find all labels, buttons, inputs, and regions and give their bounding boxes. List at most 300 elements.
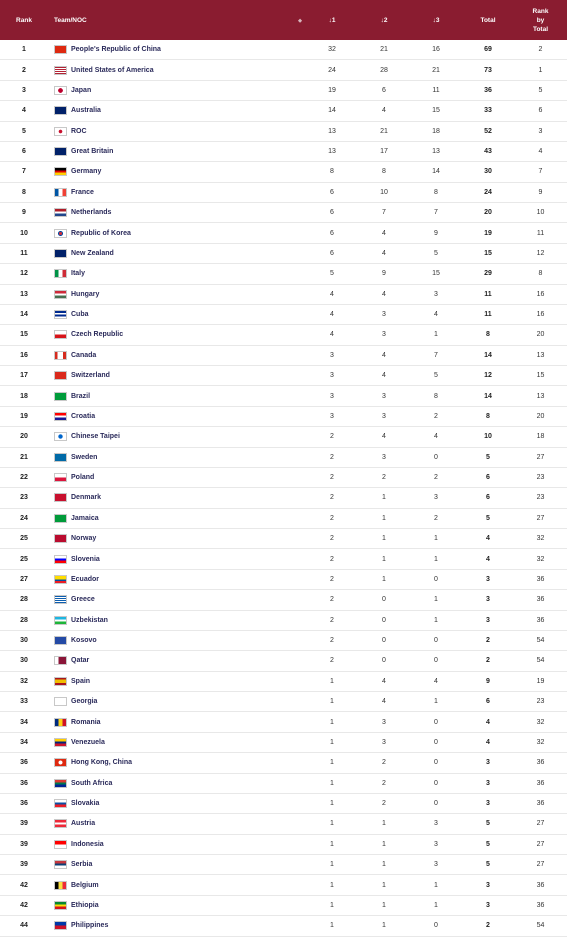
team-name-link[interactable]: Great Britain — [71, 148, 114, 156]
cell-silver: 3 — [358, 304, 410, 324]
cell-team[interactable] — [48, 203, 306, 223]
cuba-flag-icon — [54, 310, 67, 319]
table-row[interactable] — [0, 855, 567, 875]
team-name-link[interactable]: France — [71, 188, 94, 196]
header-rank-by-total[interactable] — [514, 0, 567, 40]
cell-rank: 16 — [0, 345, 48, 365]
cell-gold: 8 — [306, 162, 358, 182]
cell-team[interactable] — [48, 447, 306, 467]
cell-total: 30 — [462, 162, 514, 182]
cell-total: 5 — [462, 447, 514, 467]
header-rank-label: Rank — [16, 16, 32, 24]
table-row[interactable] — [0, 243, 567, 263]
team-name-link[interactable]: Croatia — [71, 412, 96, 420]
indonesia-flag-icon — [54, 840, 67, 849]
cell-team[interactable] — [48, 651, 306, 671]
cell-rank: 15 — [0, 325, 48, 345]
cell-total: 2 — [462, 630, 514, 650]
cell-silver: 4 — [358, 692, 410, 712]
cell-team[interactable] — [48, 243, 306, 263]
header-rank[interactable] — [0, 0, 48, 40]
cell-gold: 4 — [306, 284, 358, 304]
cell-rank-by-total: 36 — [514, 610, 567, 630]
cell-gold: 3 — [306, 366, 358, 386]
cell-rank-by-total: 27 — [514, 855, 567, 875]
cell-silver: 0 — [358, 610, 410, 630]
cell-silver: 21 — [358, 40, 410, 60]
cell-silver: 28 — [358, 60, 410, 80]
cell-total: 11 — [462, 304, 514, 324]
cell-team[interactable] — [48, 121, 306, 141]
table-row[interactable] — [0, 447, 567, 467]
cell-gold: 4 — [306, 325, 358, 345]
team-name-link[interactable]: Indonesia — [71, 840, 104, 848]
table-row[interactable] — [0, 467, 567, 487]
cell-rank: 30 — [0, 630, 48, 650]
cell-rank: 2 — [0, 60, 48, 80]
cell-team[interactable] — [48, 60, 306, 80]
team-name-link[interactable]: Cuba — [71, 311, 89, 319]
table-row[interactable] — [0, 366, 567, 386]
cell-gold: 2 — [306, 569, 358, 589]
team-name-link[interactable]: Uzbekistan — [71, 616, 108, 624]
team-name-link[interactable]: Czech Republic — [71, 331, 124, 339]
cell-rank: 34 — [0, 732, 48, 752]
table-row[interactable] — [0, 304, 567, 324]
cell-rank-by-total: 18 — [514, 427, 567, 447]
cell-bronze: 1 — [410, 590, 462, 610]
cell-rank-by-total: 36 — [514, 753, 567, 773]
sort-arrow-icon: ◆ — [298, 18, 302, 24]
cell-silver: 1 — [358, 529, 410, 549]
table-row[interactable] — [0, 590, 567, 610]
cell-bronze: 0 — [410, 753, 462, 773]
header-gold[interactable] — [306, 0, 358, 40]
table-row[interactable] — [0, 182, 567, 202]
header-bronze[interactable] — [410, 0, 462, 40]
cell-silver: 17 — [358, 141, 410, 161]
table-row[interactable] — [0, 630, 567, 650]
cell-gold: 1 — [306, 793, 358, 813]
team-name-link[interactable]: Philippines — [71, 922, 109, 930]
cell-silver: 3 — [358, 712, 410, 732]
team-name-link[interactable]: Romania — [71, 718, 101, 726]
team-name-link[interactable]: Germany — [71, 168, 102, 176]
cell-rank: 39 — [0, 855, 48, 875]
cell-bronze: 5 — [410, 243, 462, 263]
cell-gold: 2 — [306, 447, 358, 467]
cell-team[interactable] — [48, 916, 306, 936]
team-name-link[interactable]: Denmark — [71, 494, 101, 502]
cell-total: 4 — [462, 712, 514, 732]
cell-total: 6 — [462, 488, 514, 508]
team-name-link[interactable]: People's Republic of China — [71, 46, 161, 54]
team-name-link[interactable]: South Africa — [71, 779, 113, 787]
team-name-link[interactable]: Slovakia — [71, 800, 100, 808]
cell-silver: 1 — [358, 895, 410, 915]
cell-silver: 2 — [358, 773, 410, 793]
header-total[interactable] — [462, 0, 514, 40]
cell-bronze: 1 — [410, 692, 462, 712]
cell-rank: 39 — [0, 834, 48, 854]
table-row[interactable] — [0, 773, 567, 793]
table-row[interactable] — [0, 814, 567, 834]
cell-bronze: 16 — [410, 40, 462, 60]
cell-rank-by-total: 36 — [514, 793, 567, 813]
cell-rank-by-total: 13 — [514, 386, 567, 406]
table-row[interactable] — [0, 203, 567, 223]
cell-rank-by-total: 36 — [514, 569, 567, 589]
cell-team[interactable] — [48, 325, 306, 345]
cell-gold: 2 — [306, 529, 358, 549]
team-name-link[interactable]: United States of America — [71, 66, 154, 74]
cell-total: 6 — [462, 692, 514, 712]
cell-bronze: 0 — [410, 651, 462, 671]
team-name-link[interactable]: Ecuador — [71, 575, 100, 583]
cell-rank-by-total: 20 — [514, 406, 567, 426]
gb-flag-icon — [54, 147, 67, 156]
cell-team[interactable] — [48, 427, 306, 447]
cell-rank: 3 — [0, 80, 48, 100]
team-name-link[interactable]: Hong Kong, China — [71, 759, 133, 767]
cell-total: 15 — [462, 243, 514, 263]
cell-team[interactable] — [48, 753, 306, 773]
cell-rank: 19 — [0, 406, 48, 426]
chinese-taipei-flag-icon — [54, 432, 67, 441]
cell-gold: 1 — [306, 834, 358, 854]
team-name-link[interactable]: Serbia — [71, 861, 93, 869]
cell-team[interactable] — [48, 80, 306, 100]
cell-gold: 4 — [306, 304, 358, 324]
table-row[interactable] — [0, 712, 567, 732]
cell-gold: 6 — [306, 223, 358, 243]
cell-gold: 32 — [306, 40, 358, 60]
cell-total: 3 — [462, 793, 514, 813]
cell-rank: 6 — [0, 141, 48, 161]
cell-rank: 27 — [0, 569, 48, 589]
cell-silver: 3 — [358, 447, 410, 467]
denmark-flag-icon — [54, 493, 67, 502]
team-name-link[interactable]: Spain — [71, 677, 91, 685]
cell-total: 3 — [462, 895, 514, 915]
cell-silver: 4 — [358, 101, 410, 121]
table-row[interactable] — [0, 569, 567, 589]
cell-rank: 24 — [0, 508, 48, 528]
cell-rank-by-total: 36 — [514, 875, 567, 895]
cell-team[interactable] — [48, 610, 306, 630]
cell-gold: 1 — [306, 814, 358, 834]
cell-total: 19 — [462, 223, 514, 243]
cell-team[interactable] — [48, 366, 306, 386]
cell-bronze: 7 — [410, 345, 462, 365]
cell-bronze: 2 — [410, 508, 462, 528]
jamaica-flag-icon — [54, 514, 67, 523]
cell-team[interactable] — [48, 630, 306, 650]
cell-total: 14 — [462, 345, 514, 365]
croatia-flag-icon — [54, 412, 67, 421]
team-name-link[interactable]: New Zealand — [71, 249, 114, 257]
cell-bronze: 9 — [410, 223, 462, 243]
table-row[interactable] — [0, 916, 567, 936]
cell-bronze: 1 — [410, 325, 462, 345]
table-row[interactable] — [0, 80, 567, 100]
table-row[interactable] — [0, 671, 567, 691]
cell-team[interactable] — [48, 467, 306, 487]
cell-rank-by-total: 10 — [514, 203, 567, 223]
cell-team[interactable] — [48, 793, 306, 813]
cell-rank-by-total: 54 — [514, 651, 567, 671]
team-name-link[interactable]: Austria — [71, 820, 96, 828]
table-header-row — [0, 0, 567, 40]
cell-rank: 4 — [0, 101, 48, 121]
team-name-link[interactable]: Belgium — [71, 881, 99, 889]
cell-team[interactable] — [48, 712, 306, 732]
cell-silver: 0 — [358, 630, 410, 650]
cell-bronze: 0 — [410, 916, 462, 936]
team-name-link[interactable]: Canada — [71, 351, 97, 359]
cell-team[interactable] — [48, 406, 306, 426]
cell-bronze: 14 — [410, 162, 462, 182]
team-name-link[interactable]: Switzerland — [71, 372, 110, 380]
table-row[interactable] — [0, 40, 567, 60]
team-name-link[interactable]: ROC — [71, 127, 87, 135]
cell-gold: 3 — [306, 345, 358, 365]
table-row[interactable] — [0, 875, 567, 895]
table-row[interactable] — [0, 121, 567, 141]
cell-rank-by-total: 27 — [514, 814, 567, 834]
china-flag-icon — [54, 45, 67, 54]
team-name-link[interactable]: Ethiopia — [71, 901, 99, 909]
cell-rank-by-total: 32 — [514, 712, 567, 732]
cell-team[interactable] — [48, 875, 306, 895]
cell-total: 29 — [462, 264, 514, 284]
cell-rank: 8 — [0, 182, 48, 202]
cell-rank-by-total: 5 — [514, 80, 567, 100]
table-row[interactable] — [0, 325, 567, 345]
cell-bronze: 2 — [410, 467, 462, 487]
cell-team[interactable] — [48, 814, 306, 834]
cell-team[interactable] — [48, 549, 306, 569]
cell-total: 4 — [462, 732, 514, 752]
cell-rank: 9 — [0, 203, 48, 223]
table-row[interactable] — [0, 162, 567, 182]
cell-rank-by-total: 3 — [514, 121, 567, 141]
cell-rank: 32 — [0, 671, 48, 691]
cell-silver: 1 — [358, 855, 410, 875]
cell-rank: 30 — [0, 651, 48, 671]
table-row[interactable] — [0, 651, 567, 671]
cell-rank: 22 — [0, 467, 48, 487]
table-row[interactable] — [0, 101, 567, 121]
team-name-link[interactable]: Hungary — [71, 290, 100, 298]
cell-team[interactable] — [48, 855, 306, 875]
cell-team[interactable] — [48, 508, 306, 528]
cell-silver: 4 — [358, 284, 410, 304]
cell-bronze: 3 — [410, 284, 462, 304]
cell-team[interactable] — [48, 162, 306, 182]
table-row[interactable] — [0, 732, 567, 752]
cell-gold: 3 — [306, 386, 358, 406]
table-row[interactable] — [0, 345, 567, 365]
cell-team[interactable] — [48, 264, 306, 284]
team-name-link[interactable]: Venezuela — [71, 738, 105, 746]
cell-rank-by-total: 23 — [514, 488, 567, 508]
team-name-link[interactable]: Brazil — [71, 392, 91, 400]
cell-team[interactable] — [48, 182, 306, 202]
cell-team[interactable] — [48, 284, 306, 304]
cell-rank-by-total: 27 — [514, 508, 567, 528]
cell-rank: 23 — [0, 488, 48, 508]
table-row[interactable] — [0, 793, 567, 813]
cell-total: 3 — [462, 875, 514, 895]
table-row[interactable] — [0, 60, 567, 80]
table-row[interactable] — [0, 895, 567, 915]
cell-bronze: 1 — [410, 529, 462, 549]
table-row[interactable] — [0, 264, 567, 284]
cell-silver: 4 — [358, 243, 410, 263]
belgium-flag-icon — [54, 881, 67, 890]
netherlands-flag-icon — [54, 208, 67, 217]
korea-flag-icon — [54, 229, 67, 238]
team-name-link[interactable]: Slovenia — [71, 555, 100, 563]
brazil-flag-icon — [54, 392, 67, 401]
header-rbt-line2: by — [536, 16, 545, 24]
team-name-link[interactable]: Kosovo — [71, 637, 97, 645]
hungary-flag-icon — [54, 290, 67, 299]
cell-gold: 2 — [306, 488, 358, 508]
cell-team[interactable] — [48, 304, 306, 324]
cell-team[interactable] — [48, 732, 306, 752]
table-row[interactable] — [0, 488, 567, 508]
cell-team[interactable] — [48, 529, 306, 549]
table-row[interactable] — [0, 406, 567, 426]
cell-rank: 44 — [0, 916, 48, 936]
cell-gold: 2 — [306, 630, 358, 650]
table-row[interactable] — [0, 427, 567, 447]
cell-rank-by-total: 32 — [514, 732, 567, 752]
table-row[interactable] — [0, 141, 567, 161]
header-team[interactable] — [48, 0, 306, 40]
table-row[interactable] — [0, 223, 567, 243]
cell-team[interactable] — [48, 590, 306, 610]
cell-rank-by-total: 36 — [514, 895, 567, 915]
cell-team[interactable] — [48, 141, 306, 161]
table-row[interactable] — [0, 508, 567, 528]
header-rbt-line1: Rank — [532, 7, 549, 15]
cell-gold: 6 — [306, 203, 358, 223]
cell-rank: 28 — [0, 610, 48, 630]
usa-flag-icon — [54, 66, 67, 75]
table-row[interactable] — [0, 529, 567, 549]
cell-bronze: 3 — [410, 834, 462, 854]
team-name-link[interactable]: Jamaica — [71, 514, 99, 522]
team-name-link[interactable]: Sweden — [71, 453, 98, 461]
cell-team[interactable] — [48, 895, 306, 915]
table-row[interactable] — [0, 386, 567, 406]
team-name-link[interactable]: Georgia — [71, 698, 98, 706]
team-name-link[interactable]: Chinese Taipei — [71, 433, 120, 441]
cell-team[interactable] — [48, 40, 306, 60]
table-row[interactable] — [0, 284, 567, 304]
cell-gold: 3 — [306, 406, 358, 426]
team-name-link[interactable]: Republic of Korea — [71, 229, 131, 237]
cell-bronze: 1 — [410, 610, 462, 630]
team-name-link[interactable]: Italy — [71, 270, 86, 278]
team-name-link[interactable]: Netherlands — [71, 209, 112, 217]
sweden-flag-icon — [54, 453, 67, 462]
cell-rank: 28 — [0, 590, 48, 610]
cell-team[interactable] — [48, 692, 306, 712]
cell-silver: 3 — [358, 325, 410, 345]
cell-team[interactable] — [48, 488, 306, 508]
cell-rank-by-total: 13 — [514, 345, 567, 365]
uzbekistan-flag-icon — [54, 616, 67, 625]
cell-rank-by-total: 16 — [514, 304, 567, 324]
new-zealand-flag-icon — [54, 249, 67, 258]
cell-total: 10 — [462, 427, 514, 447]
cell-bronze: 3 — [410, 488, 462, 508]
cell-silver: 1 — [358, 508, 410, 528]
team-name-link[interactable]: Australia — [71, 107, 101, 115]
table-row[interactable] — [0, 753, 567, 773]
cell-rank: 25 — [0, 549, 48, 569]
cell-total: 43 — [462, 141, 514, 161]
table-row[interactable] — [0, 834, 567, 854]
cell-team[interactable] — [48, 345, 306, 365]
table-row[interactable] — [0, 549, 567, 569]
cell-team[interactable] — [48, 671, 306, 691]
cell-total: 3 — [462, 610, 514, 630]
team-name-link[interactable]: Norway — [71, 535, 97, 543]
qatar-flag-icon — [54, 656, 67, 665]
roc-flag-icon — [54, 127, 67, 136]
cell-team[interactable] — [48, 101, 306, 121]
cell-team[interactable] — [48, 569, 306, 589]
table-row[interactable] — [0, 610, 567, 630]
cell-gold: 1 — [306, 855, 358, 875]
cell-bronze: 15 — [410, 264, 462, 284]
cell-silver: 2 — [358, 467, 410, 487]
header-gold-label: ↓1 — [328, 16, 336, 24]
cell-silver: 4 — [358, 345, 410, 365]
team-name-link[interactable]: Japan — [71, 86, 92, 94]
cell-team[interactable] — [48, 834, 306, 854]
team-name-link[interactable]: Qatar — [71, 657, 90, 665]
cell-bronze: 1 — [410, 549, 462, 569]
cell-team[interactable] — [48, 773, 306, 793]
team-name-link[interactable]: Greece — [71, 596, 95, 604]
cell-rank-by-total: 15 — [514, 366, 567, 386]
cell-gold: 2 — [306, 549, 358, 569]
table-row[interactable] — [0, 692, 567, 712]
cell-silver: 7 — [358, 203, 410, 223]
cell-team[interactable] — [48, 386, 306, 406]
greece-flag-icon — [54, 595, 67, 604]
cell-team[interactable] — [48, 223, 306, 243]
cell-bronze: 0 — [410, 732, 462, 752]
ecuador-flag-icon — [54, 575, 67, 584]
header-silver[interactable] — [358, 0, 410, 40]
team-name-link[interactable]: Poland — [71, 474, 95, 482]
cell-gold: 13 — [306, 121, 358, 141]
cell-rank-by-total: 4 — [514, 141, 567, 161]
cell-rank-by-total: 27 — [514, 834, 567, 854]
cell-bronze: 3 — [410, 855, 462, 875]
cell-rank: 5 — [0, 121, 48, 141]
cell-bronze: 1 — [410, 875, 462, 895]
cell-silver: 3 — [358, 406, 410, 426]
cell-rank: 18 — [0, 386, 48, 406]
